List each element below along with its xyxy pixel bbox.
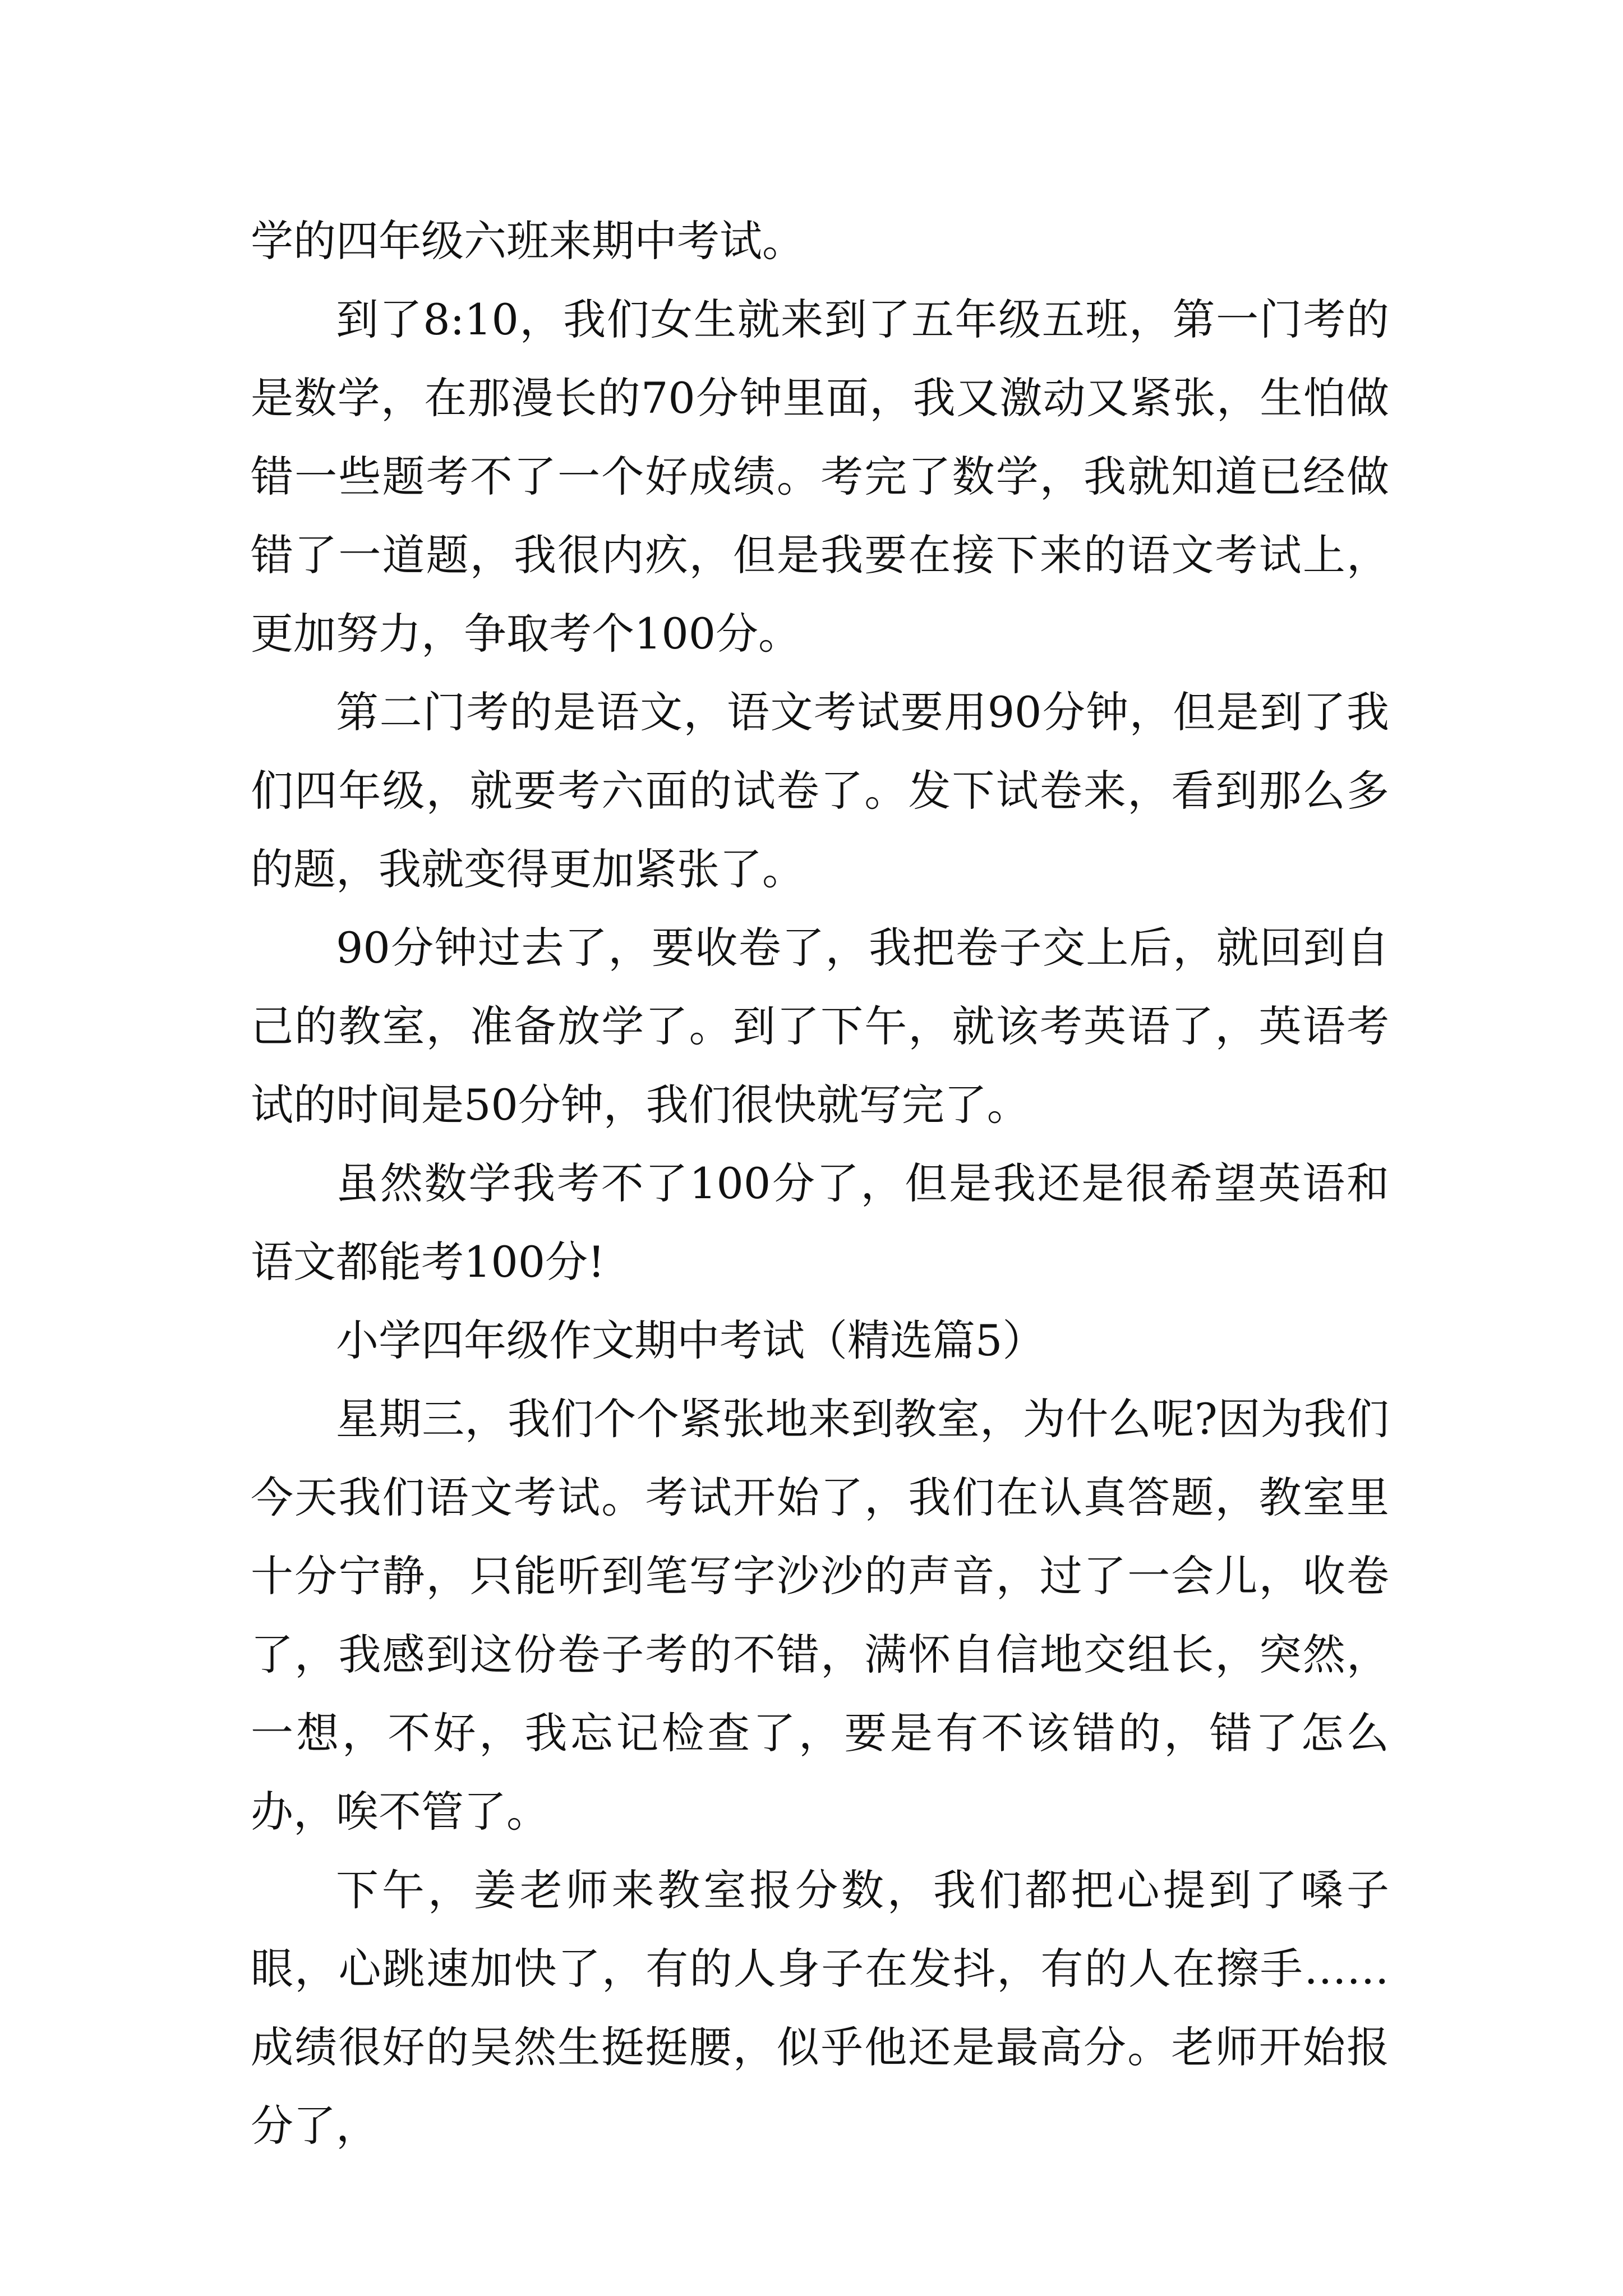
document-body xyxy=(251,202,1389,2165)
paragraph-afternoon: 下午，姜老师来教室报分数，我们都把心提到了嗓子眼，心跳速加快了，有的人身子在发抖，有的人在擦手……成绩很好的吴然生挺挺腰，似乎他还是最高分。老师开始报分了， xyxy=(251,1865,1389,2151)
paragraph-continuation: 学的四年级六班来期中考试。 xyxy=(251,216,805,266)
paragraph-english-exam: 90分钟过去了，要收卷了，我把卷子交上后，就回到自己的教室，准备放学了。到了下午，就该考英语了，英语考试的时间是50分钟，我们很快就写完了。 xyxy=(251,923,1389,1130)
paragraph-hope: 虽然数学我考不了100分了，但是我还是很希望英语和语文都能考100分! xyxy=(251,1158,1389,1287)
paragraph-chinese-exam: 第二门考的是语文，语文考试要用90分钟，但是到了我们四年级，就要考六面的试卷了。发下试卷来，看到那么多的题，我就变得更加紧张了。 xyxy=(251,687,1389,894)
paragraph-math-exam: 到了8:10，我们女生就来到了五年级五班，第一门考的是数学，在那漫长的70分钟里面，我又激动又紧张，生怕做错一些题考不了一个好成绩。考完了数学，我就知道已经做错了一道题，我很内疚，但是我要在接下来的语文考试上，更加努力，争取考个100分。 xyxy=(251,295,1389,659)
section-heading: 小学四年级作文期中考试（精选篇5） xyxy=(336,1315,1045,1365)
paragraph-wednesday: 星期三，我们个个紧张地来到教室，为什么呢?因为我们今天我们语文考试。考试开始了，我们在认真答题，教室里十分宁静，只能听到笔写字沙沙的声音，过了一会儿，收卷了，我感到这份卷子考的不错，满怀自信地交组长，突然，一想，不好，我忘记检查了，要是有不该错的，错了怎么办，唉不管了。 xyxy=(251,1394,1389,1837)
